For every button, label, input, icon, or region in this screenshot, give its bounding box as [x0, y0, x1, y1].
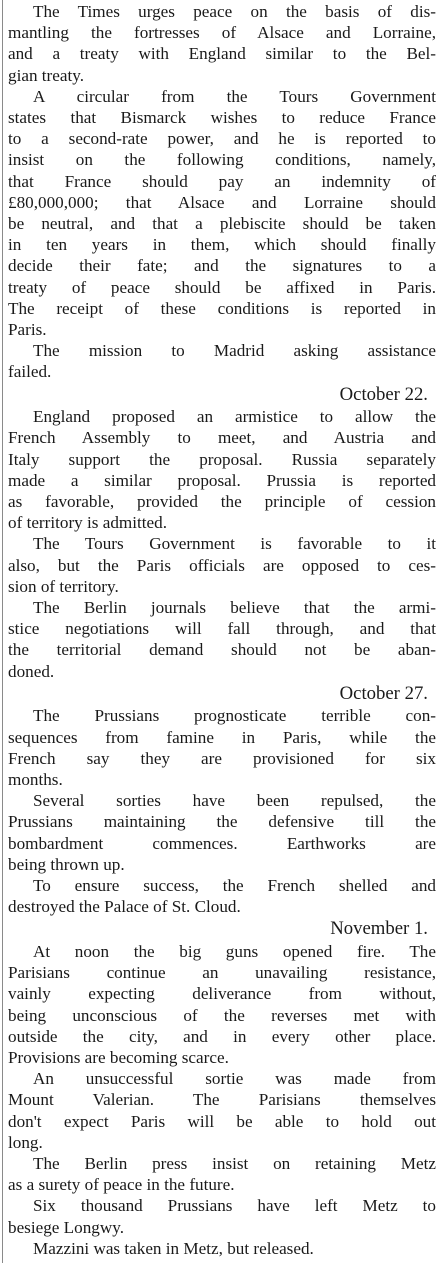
text-line: doned. — [8, 661, 55, 681]
text-line: Parisians continue an unavailing resistance, — [8, 963, 436, 983]
text-line: also, but the Paris officials are opposed to ces- — [8, 555, 436, 575]
text-line: as a surety of peace in the future. — [8, 1175, 235, 1195]
text-line: failed. — [8, 362, 52, 382]
text-line: The Berlin press insist on retaining Metz — [33, 1154, 436, 1173]
text-line: Prussians maintaining the defensive till the — [8, 812, 436, 832]
text-line: the territorial demand should not be aban- — [8, 640, 436, 660]
text-line: to a second-rate power, and he is reported to — [8, 129, 436, 149]
text-line: being thrown up. — [8, 854, 125, 874]
text-line: Provisions are becoming scarce. — [8, 1048, 229, 1067]
text-line: months. — [8, 770, 63, 789]
text-line: At noon the big guns opened fire. The — [33, 942, 436, 961]
text-line: outside the city, and in every other place. — [8, 1026, 436, 1046]
text-line: Mazzini was taken in Metz, but released. — [33, 1238, 314, 1258]
text-line: besiege Longwy. — [8, 1217, 124, 1237]
dateline: November 1. — [330, 918, 428, 940]
text-line: Italy support the proposal. Russia separately — [8, 449, 436, 469]
text-line: £80,000,000; that Alsace and Lorraine should — [8, 192, 436, 212]
text-line: decide their fate; and the signatures to a — [8, 256, 436, 276]
text-line: destroyed the Palace of St. Cloud. — [8, 897, 241, 917]
text-line: An unsuccessful sortie was made from — [33, 1069, 436, 1089]
text-line: The Tours Government is favorable to it — [33, 534, 436, 554]
text-line: The mission to Madrid asking assistance — [33, 341, 436, 361]
text-line: Paris. — [8, 320, 47, 339]
text-line: don't expect Paris will be able to hold out — [8, 1111, 436, 1131]
text-line: stice negotiations will fall through, and that — [8, 619, 436, 639]
text-line: insist on the following conditions, namely, — [8, 150, 436, 170]
text-line: as favorable, provided the principle of cession — [8, 492, 436, 511]
text-line: Several sorties have been repulsed, the — [33, 791, 436, 811]
text-line: made a similar proposal. Prussia is reported — [8, 470, 436, 490]
dateline: October 22. — [339, 383, 428, 405]
text-line: treaty of peace should be affixed in Paris. — [8, 277, 436, 297]
text-line: French Assembly to meet, and Austria and — [8, 428, 436, 448]
dateline: October 27. — [339, 682, 428, 704]
text-line: Mount Valerian. The Parisians themselves — [8, 1090, 436, 1110]
text-line: A circular from the Tours Government — [33, 86, 436, 106]
text-line: in ten years in them, which should finally — [8, 235, 436, 255]
newspaper-column — [2, 0, 438, 1263]
text-line: that France should pay an indemnity of — [8, 171, 436, 191]
text-line: Six thousand Prussians have left Metz to — [33, 1196, 436, 1216]
text-line: bombardment commences. Earthworks are — [8, 833, 436, 853]
text-line: To ensure success, the French shelled and — [33, 876, 436, 895]
text-line: The Prussians prognosticate terrible con- — [33, 706, 436, 726]
text-line: The Berlin journals believe that the armi- — [33, 598, 436, 617]
text-line: being unconscious of the reverses met with — [8, 1005, 436, 1025]
text-line: French say they are provisioned for six — [8, 748, 436, 768]
text-line: states that Bismarck wishes to reduce France — [8, 108, 436, 127]
text-line: vainly expecting deliverance from without, — [8, 984, 436, 1004]
text-line: England proposed an armistice to allow the — [33, 407, 436, 427]
text-line: sion of territory. — [8, 576, 119, 596]
text-line: gian treaty. — [8, 65, 84, 85]
text-line: sequences from famine in Paris, while the — [8, 727, 436, 747]
text-line: of territory is admitted. — [8, 513, 167, 533]
text-line: and a treaty with England similar to the Bel- — [8, 44, 436, 64]
text-line: long. — [8, 1132, 43, 1152]
text-line: be neutral, and that a plebiscite should be taken — [8, 214, 436, 233]
text-line: The Times urges peace on the basis of dis- — [33, 2, 436, 21]
text-line: mantling the fortresses of Alsace and Lorraine, — [8, 23, 436, 43]
text-line: The receipt of these conditions is reported in — [8, 298, 436, 318]
